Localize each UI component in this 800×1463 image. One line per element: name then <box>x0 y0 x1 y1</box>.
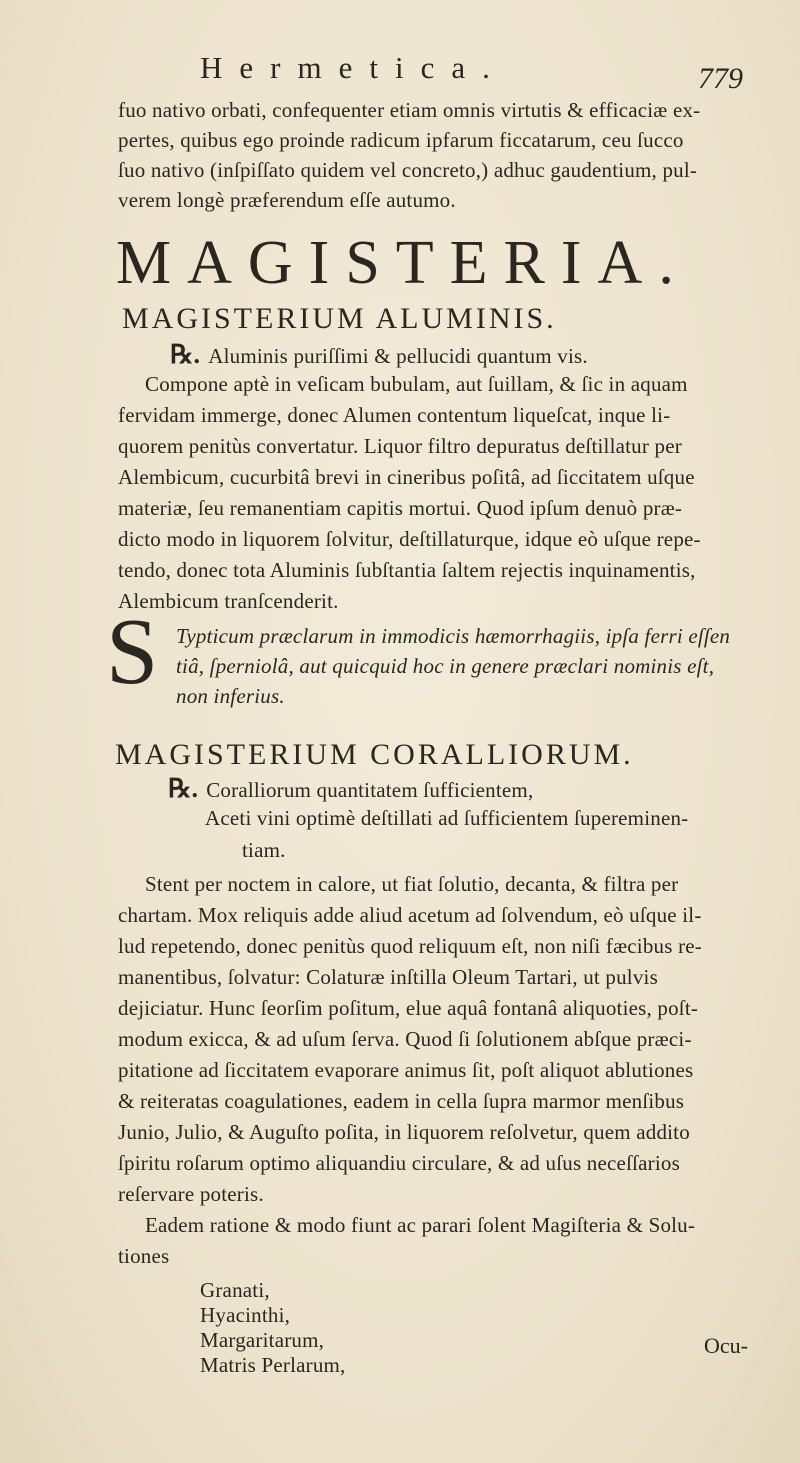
text-line: ſpiritu roſarum optimo aliquandiu circulare, & ad uſus neceſſarios <box>118 1151 680 1175</box>
coral-rx-text: Coralliorum quantitatem ſufficientem, <box>206 778 534 802</box>
alum-recipe-line <box>170 340 588 370</box>
running-title: Hermetica. <box>200 50 507 85</box>
text-line: Aceti vini optimè deſtillati ad ſufficientem ſupereminen- <box>205 806 689 830</box>
text-line: Stent per noctem in calore, ut fiat ſolutio, decanta, & filtra per <box>145 872 679 896</box>
text-line: chartam. Mox reliquis adde aliud acetum ad ſolvendum, eò uſque il- <box>118 903 702 927</box>
text-line: dicto modo in liquorem ſolvitur, deſtillaturque, idque eò uſque repe- <box>118 527 701 551</box>
text-line: materiæ, ſeu remanentiam capitis mortui. Quod ipſum denuò præ- <box>118 496 683 520</box>
recipe-symbol: ℞. <box>170 340 201 369</box>
drop-cap: S <box>106 600 159 704</box>
catchword: Ocu- <box>704 1333 748 1358</box>
text-line: Alembicum, cucurbitâ brevi in cineribus poſitâ, ad ſiccitatem uſque <box>118 465 695 489</box>
text-line: tendo, donec tota Aluminis ſubſtantia ſaltem rejectis inquinamentis, <box>118 558 696 582</box>
list-item: Granati, <box>200 1278 270 1302</box>
text-line: tiones <box>118 1244 170 1268</box>
text-line: dejiciatur. Hunc ſeorſim poſitum, elue aquâ fontanâ aliquoties, poſt- <box>118 996 699 1020</box>
note-line: non inferius. <box>176 684 285 708</box>
text-line: modum exicca, & ad uſum ſerva. Quod ſi ſolutionem abſque præci- <box>118 1027 692 1051</box>
note-line: tiâ, ſperniolâ, aut quicquid hoc in genere præclari nominis eſt, <box>176 654 715 678</box>
note-line: Typticum præclarum in immodicis hæmorrhagiis, ipſa ferri eſſen <box>176 624 731 648</box>
alum-rx-text: Aluminis puriſſimi & pellucidi quantum vis. <box>208 344 588 368</box>
text-line: Compone aptè in veſicam bubulam, aut ſuillam, & ſic in aquam <box>145 372 688 396</box>
text-line: Junio, Julio, & Auguſto poſita, in liquorem reſolvetur, quem addito <box>118 1120 690 1144</box>
text-line: & reiteratas coagulationes, eadem in cella ſupra marmor menſibus <box>118 1089 685 1113</box>
page-number: 779 <box>698 62 743 95</box>
text-line: Eadem ratione & modo fiunt ac parari ſolent Magiſteria & Solu- <box>145 1213 696 1237</box>
section-title: MAGISTERIA. <box>116 229 690 297</box>
list-item: Hyacinthi, <box>200 1303 291 1327</box>
text-line: verem longè præferendum eſſe autumo. <box>118 188 456 212</box>
text-line: reſervare poteris. <box>118 1182 264 1206</box>
recipe-symbol: ℞. <box>168 774 199 803</box>
text-line: manentibus, ſolvatur: Colaturæ inſtilla Oleum Tartari, ut pulvis <box>118 965 658 989</box>
coral-heading: MAGISTERIUM CORALLIORUM. <box>115 738 634 771</box>
alum-heading: MAGISTERIUM ALUMINIS. <box>122 302 557 335</box>
text-line: ſuo nativo (inſpiſſato quidem vel concreto,) adhuc gaudentium, pul- <box>118 158 698 182</box>
text-line: pertes, quibus ego proinde radicum ipfarum ficcatarum, ceu ſucco <box>118 128 684 152</box>
text-line: pitatione ad ſiccitatem evaporare animus ſit, poſt aliquot ablutiones <box>118 1058 694 1082</box>
text-line: quorem penitùs convertatur. Liquor filtro depuratus deſtillatur per <box>118 434 682 458</box>
text-line: tiam. <box>242 838 286 862</box>
coral-recipe-line <box>168 774 533 804</box>
list-item: Margaritarum, <box>200 1328 325 1352</box>
text-line: fuo nativo orbati, confequenter etiam omnis virtutis & efficaciæ ex- <box>118 98 701 122</box>
text-line: fervidam immerge, donec Alumen contentum liqueſcat, inque li- <box>118 403 671 427</box>
text-line: lud repetendo, donec penitùs quod reliquum eſt, non niſi fæcibus re- <box>118 934 702 958</box>
text-line: Alembicum tranſcenderit. <box>118 589 339 613</box>
list-item: Matris Perlarum, <box>200 1353 346 1377</box>
